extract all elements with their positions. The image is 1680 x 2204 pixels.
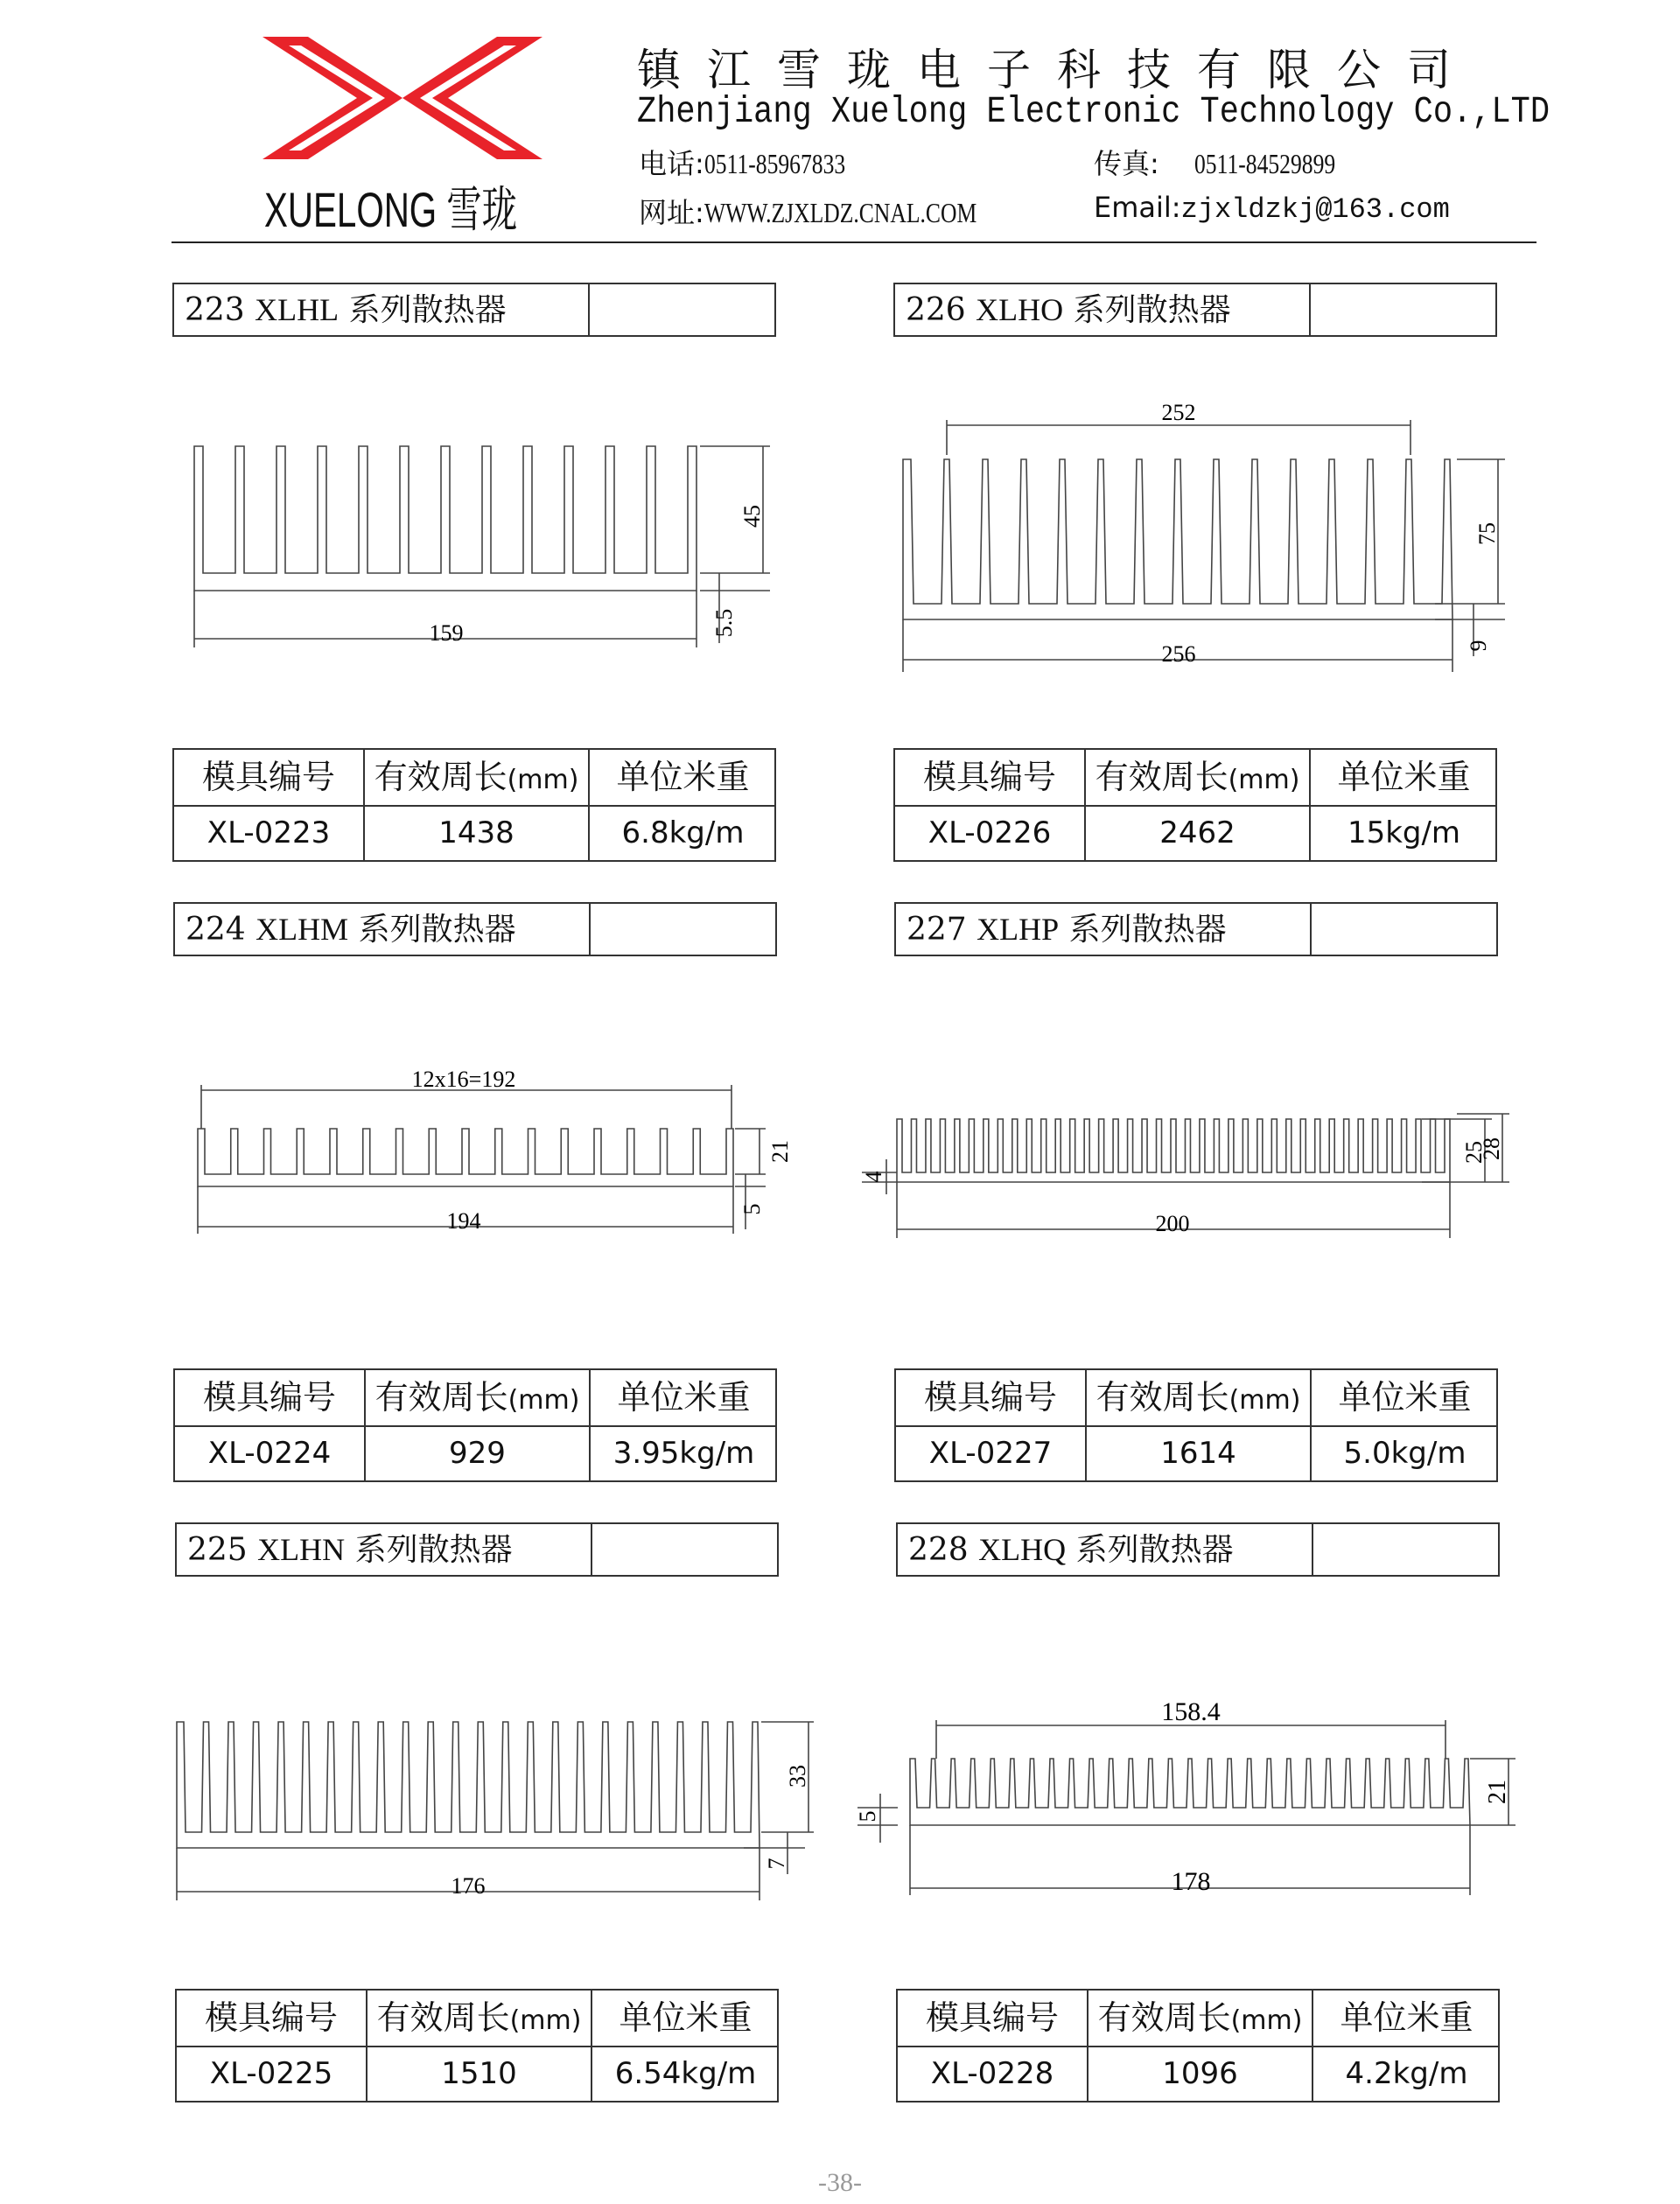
dim-base: 5.5 xyxy=(711,608,737,638)
email-label: Email: xyxy=(1094,191,1181,224)
dim-width: 200 xyxy=(1155,1211,1190,1236)
title-divider xyxy=(589,904,591,955)
dim-height: 28 xyxy=(1479,1137,1504,1160)
dim-base: 5 xyxy=(855,1810,880,1823)
dim-base: 5 xyxy=(739,1203,765,1215)
company-logo xyxy=(262,37,542,159)
company-name-cn: 镇江雪珑电子科技有限公司 xyxy=(637,45,1477,95)
dim-width: 176 xyxy=(451,1873,486,1899)
product-title: 224 XLHM 系列散热器 xyxy=(186,912,516,948)
mold-number: XL-0224 xyxy=(207,1436,332,1471)
mold-number: XL-0226 xyxy=(928,815,1052,850)
header-weight: 单位米重 xyxy=(1338,1378,1472,1417)
phone-value: 0511-85967833 xyxy=(704,148,845,179)
title-divider xyxy=(588,284,590,335)
weight-value: 4.2kg/m xyxy=(1345,2056,1468,2091)
fax-line xyxy=(1094,142,1370,182)
product-title: 226 XLHO 系列散热器 xyxy=(906,292,1231,328)
spec-table xyxy=(175,1989,779,2103)
page-number: -38- xyxy=(818,2168,862,2197)
spec-table xyxy=(173,1368,777,1482)
dim-fin: 25 xyxy=(1461,1141,1487,1164)
weight-value: 6.54kg/m xyxy=(614,2056,757,2091)
dim-height: 33 xyxy=(785,1765,810,1788)
dim-height: 21 xyxy=(767,1140,793,1163)
dim-height: 45 xyxy=(739,505,765,528)
mold-number: XL-0223 xyxy=(206,815,331,850)
header-perimeter: 有效周长(mm) xyxy=(374,758,579,796)
header-mold: 模具编号 xyxy=(201,758,335,796)
product-title-box xyxy=(172,283,776,337)
dim-base: 7 xyxy=(764,1858,789,1870)
spec-table xyxy=(896,1989,1500,2103)
dim-inner: 252 xyxy=(1161,400,1196,425)
profile-drawing-xlhn xyxy=(166,1706,831,1907)
title-divider xyxy=(591,1524,592,1575)
dim-width: 256 xyxy=(1161,641,1196,667)
profile-drawing-xlhm xyxy=(175,1059,805,1242)
product-title-box xyxy=(896,1522,1500,1577)
title-divider xyxy=(1310,904,1312,955)
dim-inner: 158.4 xyxy=(1161,1697,1221,1726)
dim-height: 75 xyxy=(1474,522,1500,545)
perimeter-value: 1614 xyxy=(1160,1436,1236,1471)
profile-drawing-xlho xyxy=(892,394,1522,674)
product-title-box xyxy=(173,902,777,956)
perimeter-value: 2462 xyxy=(1159,815,1236,850)
perimeter-value: 1438 xyxy=(438,815,514,850)
spec-table xyxy=(893,748,1497,862)
header-mold: 模具编号 xyxy=(925,1998,1059,2037)
title-divider xyxy=(1312,1524,1313,1575)
header-perimeter: 有效周长(mm) xyxy=(1097,1998,1303,2037)
header-perimeter: 有效周长(mm) xyxy=(1095,758,1300,796)
website-label: 网址: xyxy=(639,196,704,229)
dim-base: 4 xyxy=(861,1171,886,1183)
dim-width: 178 xyxy=(1171,1867,1211,1896)
website-value[interactable]: WWW.ZJXLDZ.CNAL.COM xyxy=(704,197,976,228)
header-mold: 模具编号 xyxy=(204,1998,338,2037)
company-name-en: Zhenjiang Xuelong Electronic Technology Co.,LTD xyxy=(637,90,1550,133)
profile-drawing-xlhl xyxy=(175,429,788,656)
product-title-box xyxy=(175,1522,779,1577)
dim-width: 194 xyxy=(446,1208,481,1234)
header-perimeter: 有效周长(mm) xyxy=(1096,1378,1301,1417)
header-mold: 模具编号 xyxy=(923,1378,1057,1417)
brand-name: XUELONG 雪珑 xyxy=(264,182,518,237)
header-weight: 单位米重 xyxy=(616,758,750,796)
perimeter-value: 1096 xyxy=(1162,2056,1238,2091)
header-weight: 单位米重 xyxy=(1340,1998,1474,2037)
phone-line xyxy=(639,142,880,182)
header-mold: 模具编号 xyxy=(922,758,1056,796)
profile-drawing-xlhq xyxy=(855,1689,1522,1907)
phone-label: 电话: xyxy=(639,147,704,180)
spec-table xyxy=(894,1368,1498,1482)
dim-base: 9 xyxy=(1466,640,1491,652)
perimeter-value: 1510 xyxy=(441,2056,517,2091)
title-divider xyxy=(1309,284,1311,335)
email-value[interactable]: zjxldzkj@163.com xyxy=(1180,193,1450,226)
header-perimeter: 有效周长(mm) xyxy=(376,1998,582,2037)
product-title-box xyxy=(894,902,1498,956)
email-line xyxy=(1094,191,1450,226)
product-title: 227 XLHP 系列散热器 xyxy=(906,912,1227,948)
header-weight: 单位米重 xyxy=(617,1378,751,1417)
header-mold: 模具编号 xyxy=(202,1378,336,1417)
weight-value: 15kg/m xyxy=(1347,815,1461,850)
weight-value: 5.0kg/m xyxy=(1343,1436,1466,1471)
weight-value: 3.95kg/m xyxy=(612,1436,755,1471)
header-weight: 单位米重 xyxy=(619,1998,752,2037)
profile-drawing-xlhp xyxy=(862,1098,1527,1247)
website-line xyxy=(639,191,1045,231)
mold-number: XL-0225 xyxy=(209,2056,333,2091)
header-weight: 单位米重 xyxy=(1337,758,1471,796)
dim-pitch: 12x16=192 xyxy=(411,1067,516,1092)
header-perimeter: 有效周长(mm) xyxy=(374,1378,580,1417)
product-title: 223 XLHL 系列散热器 xyxy=(185,292,507,328)
spec-table xyxy=(172,748,776,862)
fax-value: 0511-84529899 xyxy=(1194,148,1335,179)
perimeter-value: 929 xyxy=(449,1436,506,1471)
mold-number: XL-0227 xyxy=(928,1436,1053,1471)
product-title: 225 XLHN 系列散热器 xyxy=(187,1532,513,1568)
weight-value: 6.8kg/m xyxy=(621,815,745,850)
dim-height: 21 xyxy=(1484,1780,1511,1804)
header-divider xyxy=(172,241,1536,243)
dim-width: 159 xyxy=(429,620,464,646)
product-title: 228 XLHQ 系列散热器 xyxy=(908,1532,1234,1568)
product-title-box xyxy=(893,283,1497,337)
fax-label: 传真: xyxy=(1094,147,1159,180)
mold-number: XL-0228 xyxy=(930,2056,1054,2091)
